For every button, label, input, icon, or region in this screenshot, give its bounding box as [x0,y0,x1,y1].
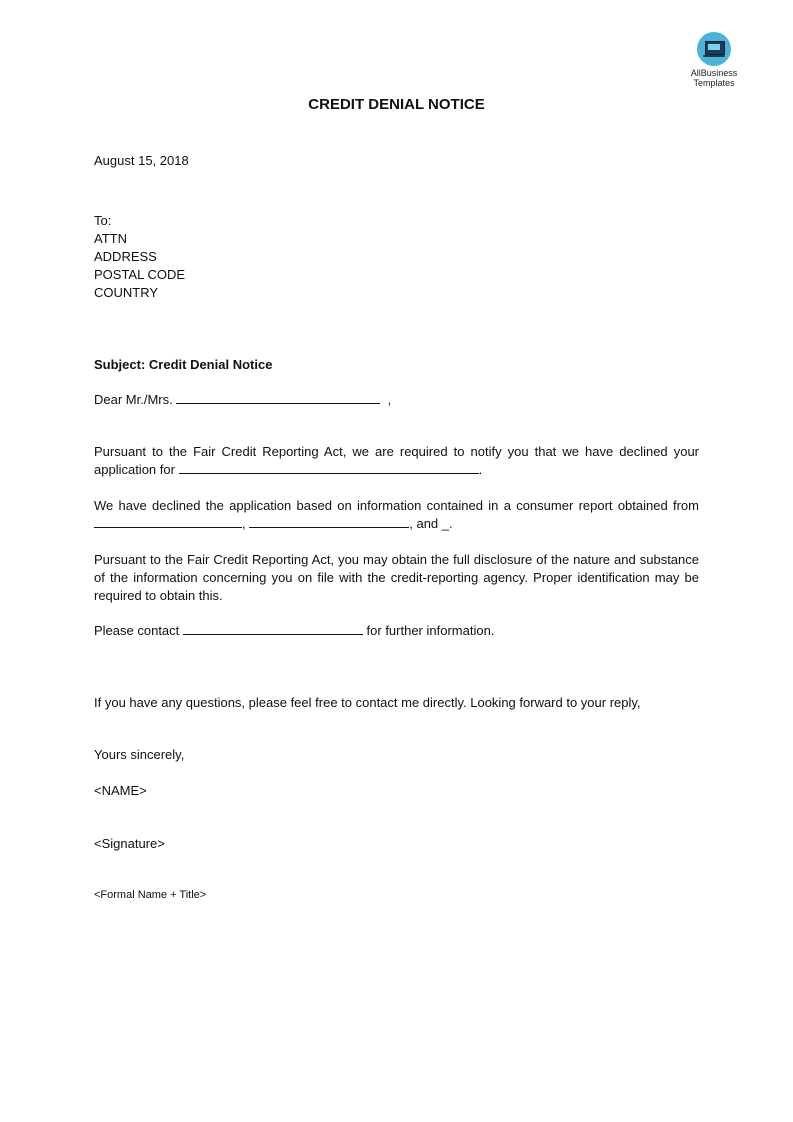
contact-blank[interactable] [183,622,363,635]
greeting-prefix: Dear Mr./Mrs. [94,392,173,407]
formal-name-title: <Formal Name + Title> [94,889,207,901]
questions-line: If you have any questions, please feel free to contact me directly. Looking forward to your reply, [94,695,641,710]
greeting-comma: , [387,392,392,407]
recipient-postal-code: POSTAL CODE [94,267,186,282]
subject-line: Subject: Credit Denial Notice [94,357,273,372]
allbusiness-logo [686,32,742,88]
recipient-attn: ATTN [94,231,127,246]
greeting-line [94,391,391,409]
sender-name: <NAME> [94,783,147,798]
contact-line: Please contact for further information. [94,623,495,638]
recipient-address: ADDRESS [94,249,157,264]
recipient-name-blank[interactable] [176,391,380,404]
signature-placeholder: <Signature> [94,836,165,851]
source-blank-1[interactable] [94,515,242,528]
closing-line: Yours sincerely, [94,747,185,762]
recipient-country: COUNTRY [94,285,159,300]
paragraph-consumer-report: We have declined the application based on information contained in a consumer report obtained from , , and _. [94,498,699,531]
laptop-icon [697,32,731,66]
paragraph-disclosure: Pursuant to the Fair Credit Reporting Act, you may obtain the full disclosure of the nature and substance of the information concerning you on file with the credit-reporting agency. Proper identification may be required to obtain this. [94,552,699,603]
paragraph-decline-notice: Pursuant to the Fair Credit Reporting Act, we are required to notify you that we have declined your application for . [94,444,699,477]
letter-date: August 15, 2018 [94,153,189,168]
source-blank-2[interactable] [249,515,409,528]
document-title: CREDIT DENIAL NOTICE [308,96,485,113]
application-blank[interactable] [179,461,479,474]
logo-text: AllBusiness Templates [690,68,738,88]
recipient-to: To: [94,213,112,228]
